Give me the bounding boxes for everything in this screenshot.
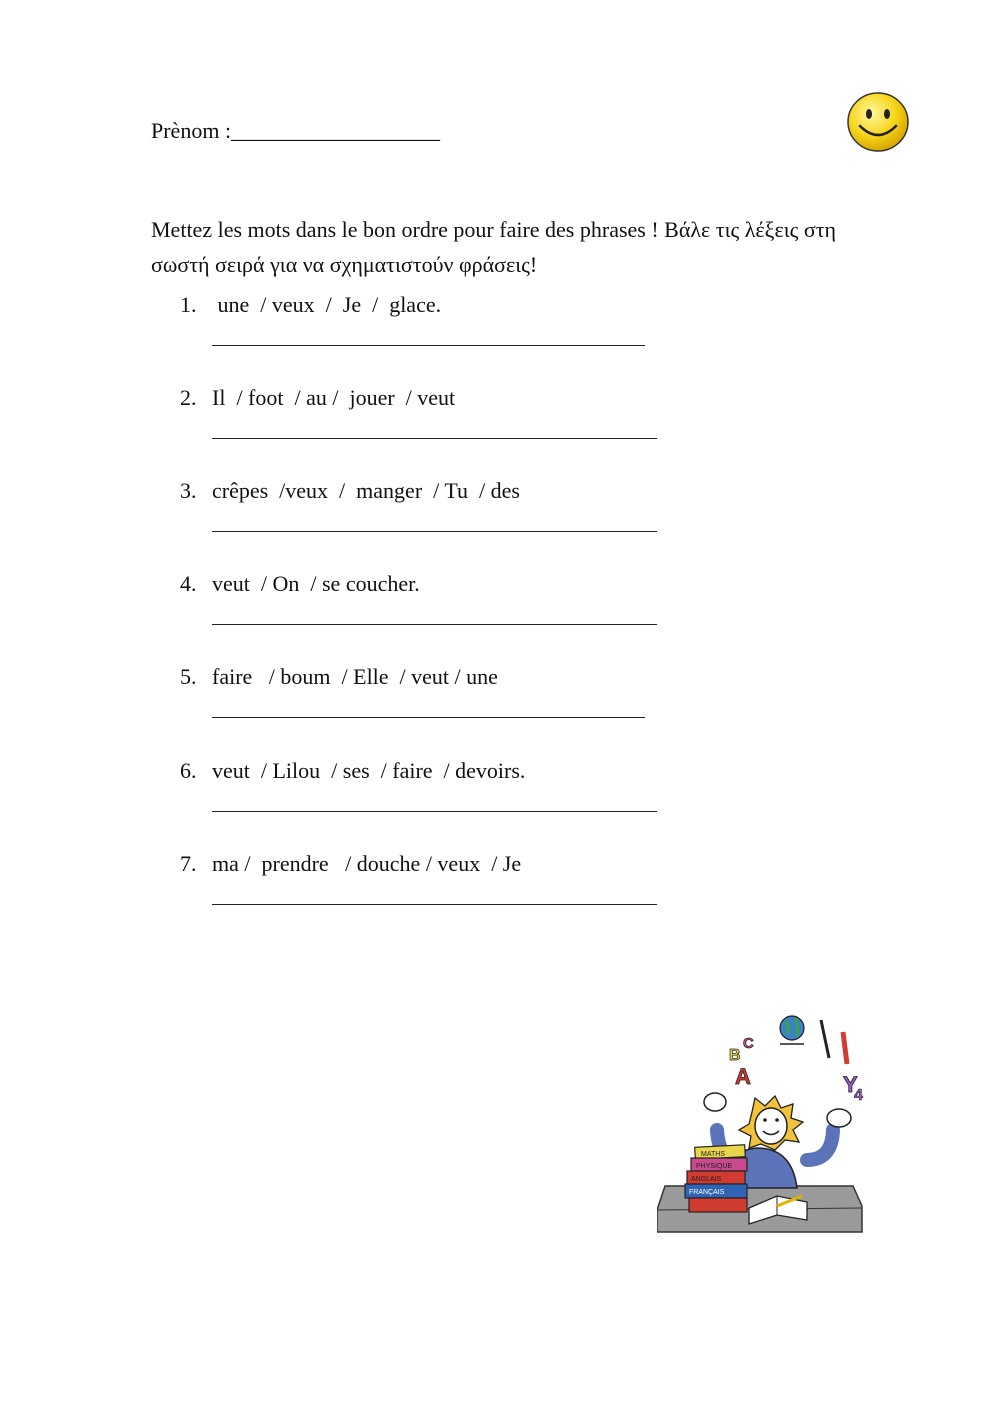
answer-line [212,438,657,439]
exercise-number: 6. [180,758,197,783]
answer-line [212,531,657,532]
exercise-number: 3. [180,478,197,503]
scrambled-words: veut / Lilou / ses / faire / devoirs. [212,758,526,783]
exercise-number: 5. [180,664,197,689]
answer-line [212,624,657,625]
answer-line [212,345,645,346]
exercise-item [180,758,680,838]
scrambled-words: une / veux / Je / glace. [212,292,442,317]
exercise-item [180,571,680,651]
exercise-item [180,385,680,465]
svg-text:C: C [743,1035,754,1052]
answer-line [212,811,657,812]
exercise-item [180,664,680,744]
answer-line [212,904,657,905]
exercise-number: 1. [180,292,197,317]
exercise-number: 2. [180,385,197,410]
scrambled-words: ma / prendre / douche / veux / Je [212,851,522,876]
exercise-item [180,292,680,372]
svg-text:B: B [729,1047,741,1064]
juggling-student-illustration [657,1010,867,1234]
scrambled-words: crêpes /veux / manger / Tu / des [212,478,520,503]
scrambled-words: Il / foot / au / jouer / veut [212,385,456,410]
book-label: ANGLAIS [691,1176,722,1183]
exercise-item [180,851,680,931]
name-field-line: Prènom :___________________ [151,118,441,143]
smiley-face-icon [845,90,911,154]
svg-text:Y: Y [843,1072,858,1097]
svg-text:4: 4 [854,1087,863,1104]
book-label: FRANÇAIS [689,1189,725,1196]
exercise-item [180,478,680,558]
svg-text:A: A [735,1064,751,1089]
book-label: MATHS [701,1151,725,1158]
scrambled-words: faire / boum / Elle / veut / une [212,664,498,689]
instructions-text: Mettez les mots dans le bon ordre pour faire des phrases ! Βάλε τις λέξεις στη σωστή σειρά για να σχηματιστούν φράσεις! [151,217,837,277]
scrambled-words: veut / On / se coucher. [212,571,420,596]
book-label: PHYSIQUE [696,1163,733,1170]
exercise-number: 7. [180,851,197,876]
exercise-number: 4. [180,571,197,596]
answer-line [212,717,645,718]
